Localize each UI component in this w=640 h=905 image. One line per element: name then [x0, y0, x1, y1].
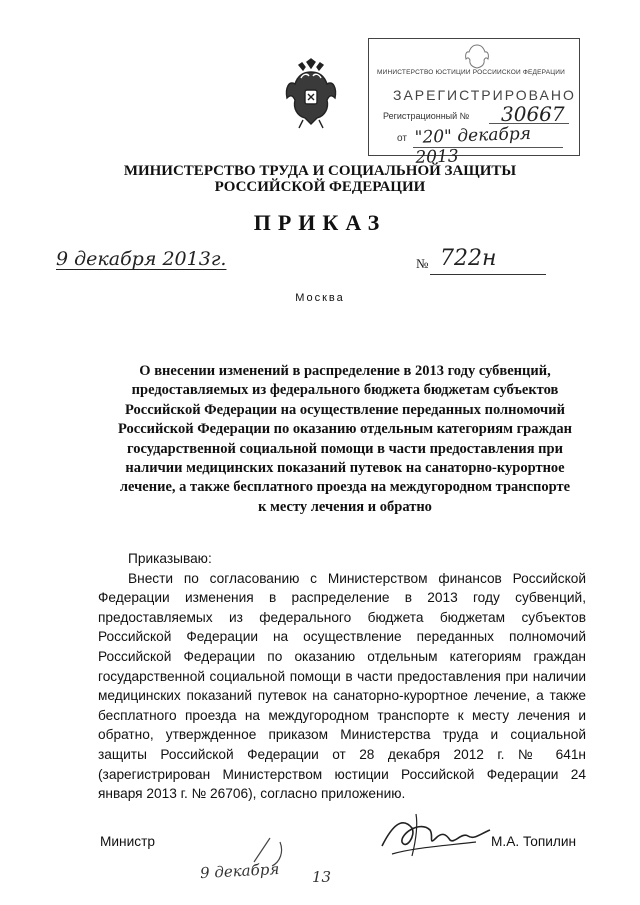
order-body — [98, 549, 586, 804]
subject-line: наличии медицинских показаний путевок на санаторно-курортное — [125, 460, 565, 477]
order-text: Внести по согласованию с Министерством финансов Российской Федерации изменения в распределение в 2013 году субвенций, предоставляемых из федерального бюджета бюджетам субъектов Российской Федерации на осуществление переданных полномочий Российской Федерации по оказанию отдельным категориям граждан государственной социальной помощи в части предоставления при наличии медицинских показаний путевок на санаторно-курортное лечение, а также бесплатного проезда на междугородном транспорте к месту лечения и обратно, утвержденное приказом Министерства труда и социальной защиты Российской Федерации от 28 декабря 2012 г. № 641н (зарегистрирован Министерством юстиции Российской Федерации 24 января 2013 г. № 26706), согласно приложению. — [98, 570, 586, 802]
order-number-block — [416, 246, 546, 276]
signature-date-note: 9 декабря — [199, 859, 280, 883]
stamp-ministry: МИНИСТЕРСТВО ЮСТИЦИИ РОССИЙСКОЙ ФЕДЕРАЦИИ — [377, 69, 566, 76]
order-subject — [96, 362, 594, 517]
order-date: 9 декабря 2013г. — [56, 248, 227, 270]
ministry-line: МИНИСТЕРСТВО ТРУДА И СОЦИАЛЬНОЙ ЗАЩИТЫ — [123, 163, 517, 179]
signature-date-day: 13 — [312, 868, 332, 886]
subject-line: предоставляемых из федерального бюджета бюджетам субъектов — [131, 382, 559, 399]
subject-line: к месту лечения и обратно — [258, 498, 432, 515]
number-sign: № — [416, 256, 429, 271]
number-underline — [430, 274, 546, 275]
subject-line: Российской Федерации по оказанию отдельным категориям граждан — [118, 421, 572, 438]
subject-line: лечение, а также бесплатного проезда на междугородном транспорте — [119, 479, 571, 496]
stamp-from-label: от — [397, 133, 407, 144]
order-number: 722н — [440, 246, 497, 271]
stamp-registered: ЗАРЕГИСТРИРОВАНО — [393, 87, 576, 103]
signer-name: М.А. Топилин — [491, 834, 577, 849]
document-type: ПРИКАЗ — [253, 210, 387, 235]
ministry-line: РОССИЙСКОЙ ФЕДЕРАЦИИ — [214, 179, 426, 195]
coat-of-arms-icon — [283, 58, 339, 130]
subject-line: Российской Федерации на осуществление переданных полномочий — [125, 401, 565, 418]
stamp-date: "20" декабря 2013 — [414, 123, 532, 168]
registration-stamp — [368, 38, 580, 168]
subject-line: государственной социальной помощи в части предоставления при — [127, 440, 563, 457]
stamp-regnum-label: Регистрационный № — [383, 111, 470, 121]
signer-role: Министр — [100, 834, 155, 849]
signature-icon — [372, 806, 498, 866]
stamp-divider — [413, 147, 563, 148]
city: Москва — [295, 292, 345, 304]
stamp-emblem-icon — [465, 43, 489, 69]
subject-line: О внесении изменений в распределение в 2013 году субвенций, — [139, 363, 551, 379]
orders-heading: Приказываю: — [128, 551, 212, 566]
stamp-regnum: 30667 — [501, 102, 565, 126]
ministry-title — [0, 163, 640, 195]
